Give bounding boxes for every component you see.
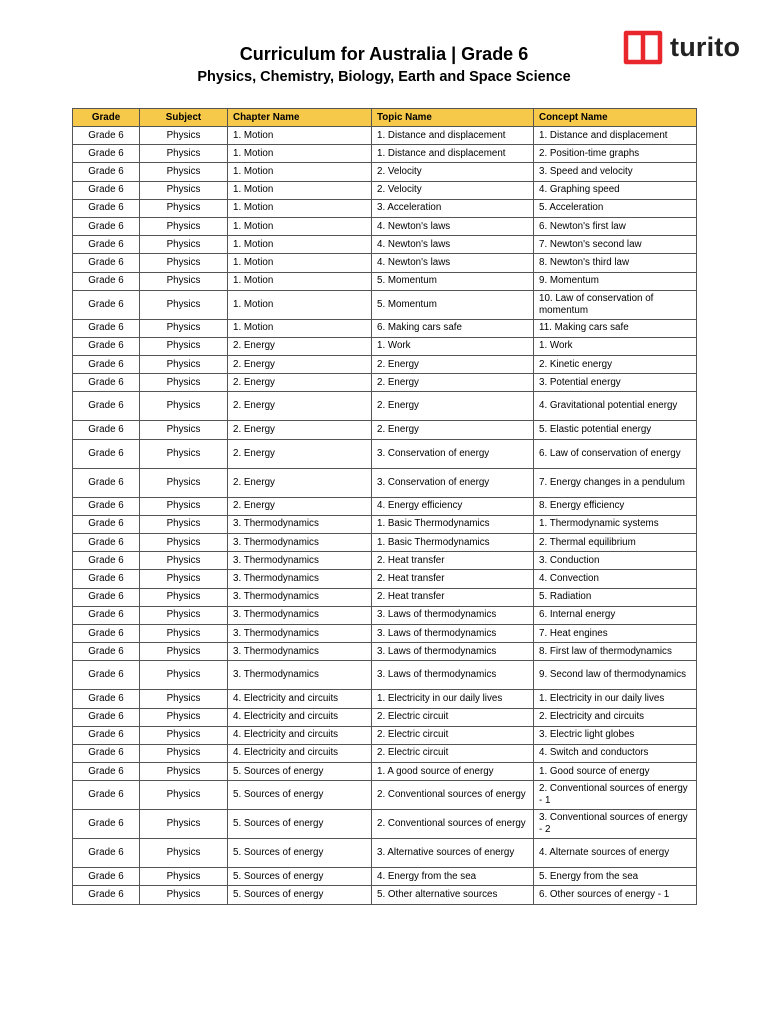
grade-cell: Grade 6 bbox=[73, 127, 140, 145]
chapter-cell: 1. Motion bbox=[228, 290, 372, 319]
topic-cell: 2. Energy bbox=[372, 392, 534, 421]
concept-cell: 7. Newton's second law bbox=[534, 236, 697, 254]
subject-cell: Physics bbox=[140, 374, 228, 392]
subject-cell: Physics bbox=[140, 570, 228, 588]
table-row bbox=[73, 127, 697, 145]
chapter-cell: 3. Thermodynamics bbox=[228, 534, 372, 552]
subject-cell: Physics bbox=[140, 217, 228, 235]
column-header-concept: Concept Name bbox=[534, 109, 697, 127]
concept-cell: 8. Newton's third law bbox=[534, 254, 697, 272]
column-header-topic: Topic Name bbox=[372, 109, 534, 127]
topic-cell: 2. Electric circuit bbox=[372, 708, 534, 726]
grade-cell: Grade 6 bbox=[73, 606, 140, 624]
chapter-cell: 5. Sources of energy bbox=[228, 839, 372, 868]
chapter-cell: 1. Motion bbox=[228, 272, 372, 290]
table-row bbox=[73, 534, 697, 552]
topic-cell: 4. Newton's laws bbox=[372, 254, 534, 272]
grade-cell: Grade 6 bbox=[73, 319, 140, 337]
concept-cell: 7. Heat engines bbox=[534, 624, 697, 642]
chapter-cell: 1. Motion bbox=[228, 145, 372, 163]
grade-cell: Grade 6 bbox=[73, 570, 140, 588]
grade-cell: Grade 6 bbox=[73, 744, 140, 762]
chapter-cell: 2. Energy bbox=[228, 356, 372, 374]
table-row bbox=[73, 606, 697, 624]
grade-cell: Grade 6 bbox=[73, 708, 140, 726]
topic-cell: 1. Work bbox=[372, 337, 534, 355]
grade-cell: Grade 6 bbox=[73, 163, 140, 181]
subject-cell: Physics bbox=[140, 661, 228, 690]
grade-cell: Grade 6 bbox=[73, 552, 140, 570]
grade-cell: Grade 6 bbox=[73, 181, 140, 199]
table-row bbox=[73, 515, 697, 533]
table-row bbox=[73, 690, 697, 708]
chapter-cell: 3. Thermodynamics bbox=[228, 515, 372, 533]
grade-cell: Grade 6 bbox=[73, 199, 140, 217]
grade-cell: Grade 6 bbox=[73, 781, 140, 810]
grade-cell: Grade 6 bbox=[73, 374, 140, 392]
subject-cell: Physics bbox=[140, 497, 228, 515]
chapter-cell: 4. Electricity and circuits bbox=[228, 690, 372, 708]
subject-cell: Physics bbox=[140, 763, 228, 781]
chapter-cell: 3. Thermodynamics bbox=[228, 643, 372, 661]
grade-cell: Grade 6 bbox=[73, 886, 140, 904]
table-row bbox=[73, 468, 697, 497]
concept-cell: 8. Energy efficiency bbox=[534, 497, 697, 515]
subject-cell: Physics bbox=[140, 421, 228, 439]
concept-cell: 1. Thermodynamic systems bbox=[534, 515, 697, 533]
subject-cell: Physics bbox=[140, 606, 228, 624]
concept-cell: 6. Other sources of energy - 1 bbox=[534, 886, 697, 904]
concept-cell: 5. Elastic potential energy bbox=[534, 421, 697, 439]
grade-cell: Grade 6 bbox=[73, 392, 140, 421]
subject-cell: Physics bbox=[140, 356, 228, 374]
subject-cell: Physics bbox=[140, 272, 228, 290]
chapter-cell: 5. Sources of energy bbox=[228, 810, 372, 839]
grade-cell: Grade 6 bbox=[73, 421, 140, 439]
table-row bbox=[73, 661, 697, 690]
subject-cell: Physics bbox=[140, 236, 228, 254]
table-row bbox=[73, 290, 697, 319]
topic-cell: 5. Momentum bbox=[372, 290, 534, 319]
topic-cell: 3. Laws of thermodynamics bbox=[372, 606, 534, 624]
concept-cell: 10. Law of conservation of momentum bbox=[534, 290, 697, 319]
subject-cell: Physics bbox=[140, 643, 228, 661]
table-row bbox=[73, 552, 697, 570]
curriculum-table bbox=[72, 108, 697, 905]
subject-cell: Physics bbox=[140, 163, 228, 181]
concept-cell: 1. Electricity in our daily lives bbox=[534, 690, 697, 708]
table-row bbox=[73, 272, 697, 290]
grade-cell: Grade 6 bbox=[73, 217, 140, 235]
subject-cell: Physics bbox=[140, 708, 228, 726]
concept-cell: 3. Electric light globes bbox=[534, 726, 697, 744]
chapter-cell: 2. Energy bbox=[228, 468, 372, 497]
chapter-cell: 1. Motion bbox=[228, 254, 372, 272]
topic-cell: 5. Other alternative sources bbox=[372, 886, 534, 904]
chapter-cell: 1. Motion bbox=[228, 127, 372, 145]
chapter-cell: 3. Thermodynamics bbox=[228, 552, 372, 570]
table-row bbox=[73, 497, 697, 515]
subject-cell: Physics bbox=[140, 552, 228, 570]
table-row bbox=[73, 810, 697, 839]
chapter-cell: 1. Motion bbox=[228, 181, 372, 199]
column-header-subject: Subject bbox=[140, 109, 228, 127]
table-row bbox=[73, 145, 697, 163]
topic-cell: 6. Making cars safe bbox=[372, 319, 534, 337]
grade-cell: Grade 6 bbox=[73, 468, 140, 497]
table-row bbox=[73, 624, 697, 642]
chapter-cell: 1. Motion bbox=[228, 199, 372, 217]
concept-cell: 4. Convection bbox=[534, 570, 697, 588]
chapter-cell: 5. Sources of energy bbox=[228, 886, 372, 904]
subject-cell: Physics bbox=[140, 199, 228, 217]
concept-cell: 8. First law of thermodynamics bbox=[534, 643, 697, 661]
grade-cell: Grade 6 bbox=[73, 726, 140, 744]
table-row bbox=[73, 236, 697, 254]
concept-cell: 2. Conventional sources of energy - 1 bbox=[534, 781, 697, 810]
chapter-cell: 3. Thermodynamics bbox=[228, 661, 372, 690]
subject-cell: Physics bbox=[140, 515, 228, 533]
topic-cell: 3. Acceleration bbox=[372, 199, 534, 217]
topic-cell: 2. Conventional sources of energy bbox=[372, 810, 534, 839]
chapter-cell: 4. Electricity and circuits bbox=[228, 744, 372, 762]
table-row bbox=[73, 217, 697, 235]
topic-cell: 2. Electric circuit bbox=[372, 726, 534, 744]
chapter-cell: 2. Energy bbox=[228, 439, 372, 468]
concept-cell: 1. Distance and displacement bbox=[534, 127, 697, 145]
logo-text: turito bbox=[670, 31, 741, 62]
table-row bbox=[73, 337, 697, 355]
topic-cell: 2. Velocity bbox=[372, 163, 534, 181]
concept-cell: 4. Switch and conductors bbox=[534, 744, 697, 762]
topic-cell: 1. Distance and displacement bbox=[372, 127, 534, 145]
table-row bbox=[73, 781, 697, 810]
subject-cell: Physics bbox=[140, 839, 228, 868]
concept-cell: 9. Momentum bbox=[534, 272, 697, 290]
grade-cell: Grade 6 bbox=[73, 661, 140, 690]
table-row bbox=[73, 439, 697, 468]
topic-cell: 2. Energy bbox=[372, 421, 534, 439]
chapter-cell: 3. Thermodynamics bbox=[228, 624, 372, 642]
chapter-cell: 3. Thermodynamics bbox=[228, 570, 372, 588]
column-header-grade: Grade bbox=[73, 109, 140, 127]
table-row bbox=[73, 374, 697, 392]
grade-cell: Grade 6 bbox=[73, 145, 140, 163]
table-row bbox=[73, 726, 697, 744]
brand-logo bbox=[623, 28, 740, 66]
concept-cell: 4. Alternate sources of energy bbox=[534, 839, 697, 868]
concept-cell: 5. Energy from the sea bbox=[534, 868, 697, 886]
subject-cell: Physics bbox=[140, 744, 228, 762]
grade-cell: Grade 6 bbox=[73, 439, 140, 468]
chapter-cell: 1. Motion bbox=[228, 163, 372, 181]
chapter-cell: 5. Sources of energy bbox=[228, 763, 372, 781]
chapter-cell: 4. Electricity and circuits bbox=[228, 708, 372, 726]
chapter-cell: 5. Sources of energy bbox=[228, 868, 372, 886]
chapter-cell: 4. Electricity and circuits bbox=[228, 726, 372, 744]
grade-cell: Grade 6 bbox=[73, 839, 140, 868]
grade-cell: Grade 6 bbox=[73, 690, 140, 708]
concept-cell: 2. Position-time graphs bbox=[534, 145, 697, 163]
chapter-cell: 3. Thermodynamics bbox=[228, 588, 372, 606]
chapter-cell: 1. Motion bbox=[228, 217, 372, 235]
table-row bbox=[73, 763, 697, 781]
subject-cell: Physics bbox=[140, 781, 228, 810]
topic-cell: 3. Alternative sources of energy bbox=[372, 839, 534, 868]
grade-cell: Grade 6 bbox=[73, 356, 140, 374]
grade-cell: Grade 6 bbox=[73, 254, 140, 272]
concept-cell: 7. Energy changes in a pendulum bbox=[534, 468, 697, 497]
topic-cell: 1. Basic Thermodynamics bbox=[372, 534, 534, 552]
topic-cell: 2. Velocity bbox=[372, 181, 534, 199]
subject-cell: Physics bbox=[140, 290, 228, 319]
topic-cell: 4. Newton's laws bbox=[372, 236, 534, 254]
grade-cell: Grade 6 bbox=[73, 272, 140, 290]
concept-cell: 9. Second law of thermodynamics bbox=[534, 661, 697, 690]
topic-cell: 4. Energy efficiency bbox=[372, 497, 534, 515]
subject-cell: Physics bbox=[140, 145, 228, 163]
subject-cell: Physics bbox=[140, 181, 228, 199]
subject-cell: Physics bbox=[140, 319, 228, 337]
table-row bbox=[73, 868, 697, 886]
topic-cell: 2. Heat transfer bbox=[372, 588, 534, 606]
topic-cell: 4. Newton's laws bbox=[372, 217, 534, 235]
topic-cell: 2. Energy bbox=[372, 356, 534, 374]
subject-cell: Physics bbox=[140, 254, 228, 272]
topic-cell: 4. Energy from the sea bbox=[372, 868, 534, 886]
page-subtitle: Physics, Chemistry, Biology, Earth and Space Science bbox=[197, 69, 571, 85]
subject-cell: Physics bbox=[140, 127, 228, 145]
chapter-cell: 2. Energy bbox=[228, 497, 372, 515]
table-row bbox=[73, 163, 697, 181]
concept-cell: 1. Work bbox=[534, 337, 697, 355]
concept-cell: 3. Speed and velocity bbox=[534, 163, 697, 181]
grade-cell: Grade 6 bbox=[73, 534, 140, 552]
grade-cell: Grade 6 bbox=[73, 497, 140, 515]
column-header-chapter: Chapter Name bbox=[228, 109, 372, 127]
concept-cell: 5. Acceleration bbox=[534, 199, 697, 217]
concept-cell: 4. Gravitational potential energy bbox=[534, 392, 697, 421]
subject-cell: Physics bbox=[140, 886, 228, 904]
table-row bbox=[73, 319, 697, 337]
topic-cell: 2. Electric circuit bbox=[372, 744, 534, 762]
concept-cell: 3. Potential energy bbox=[534, 374, 697, 392]
table-row bbox=[73, 886, 697, 904]
chapter-cell: 5. Sources of energy bbox=[228, 781, 372, 810]
table-row bbox=[73, 588, 697, 606]
topic-cell: 1. Electricity in our daily lives bbox=[372, 690, 534, 708]
grade-cell: Grade 6 bbox=[73, 624, 140, 642]
concept-cell: 3. Conventional sources of energy - 2 bbox=[534, 810, 697, 839]
table-row bbox=[73, 570, 697, 588]
subject-cell: Physics bbox=[140, 392, 228, 421]
grade-cell: Grade 6 bbox=[73, 868, 140, 886]
topic-cell: 3. Laws of thermodynamics bbox=[372, 661, 534, 690]
grade-cell: Grade 6 bbox=[73, 588, 140, 606]
subject-cell: Physics bbox=[140, 726, 228, 744]
concept-cell: 3. Conduction bbox=[534, 552, 697, 570]
concept-cell: 2. Thermal equilibrium bbox=[534, 534, 697, 552]
grade-cell: Grade 6 bbox=[73, 236, 140, 254]
table-body bbox=[73, 127, 697, 905]
concept-cell: 11. Making cars safe bbox=[534, 319, 697, 337]
page-title: Curriculum for Australia | Grade 6 bbox=[239, 44, 529, 64]
chapter-cell: 2. Energy bbox=[228, 392, 372, 421]
grade-cell: Grade 6 bbox=[73, 810, 140, 839]
topic-cell: 2. Heat transfer bbox=[372, 552, 534, 570]
grade-cell: Grade 6 bbox=[73, 763, 140, 781]
concept-cell: 1. Good source of energy bbox=[534, 763, 697, 781]
topic-cell: 3. Conservation of energy bbox=[372, 439, 534, 468]
concept-cell: 5. Radiation bbox=[534, 588, 697, 606]
topic-cell: 2. Conventional sources of energy bbox=[372, 781, 534, 810]
subject-cell: Physics bbox=[140, 439, 228, 468]
subject-cell: Physics bbox=[140, 534, 228, 552]
chapter-cell: 1. Motion bbox=[228, 236, 372, 254]
subject-cell: Physics bbox=[140, 337, 228, 355]
concept-cell: 2. Electricity and circuits bbox=[534, 708, 697, 726]
topic-cell: 1. Distance and displacement bbox=[372, 145, 534, 163]
chapter-cell: 3. Thermodynamics bbox=[228, 606, 372, 624]
concept-cell: 6. Internal energy bbox=[534, 606, 697, 624]
topic-cell: 1. A good source of energy bbox=[372, 763, 534, 781]
chapter-cell: 2. Energy bbox=[228, 337, 372, 355]
topic-cell: 2. Energy bbox=[372, 374, 534, 392]
topic-cell: 1. Basic Thermodynamics bbox=[372, 515, 534, 533]
table-row bbox=[73, 708, 697, 726]
table-row bbox=[73, 744, 697, 762]
grade-cell: Grade 6 bbox=[73, 515, 140, 533]
table-row bbox=[73, 199, 697, 217]
table-row bbox=[73, 643, 697, 661]
table-row bbox=[73, 356, 697, 374]
subject-cell: Physics bbox=[140, 624, 228, 642]
concept-cell: 6. Newton's first law bbox=[534, 217, 697, 235]
table-row bbox=[73, 421, 697, 439]
concept-cell: 6. Law of conservation of energy bbox=[534, 439, 697, 468]
subject-cell: Physics bbox=[140, 588, 228, 606]
concept-cell: 2. Kinetic energy bbox=[534, 356, 697, 374]
subject-cell: Physics bbox=[140, 810, 228, 839]
topic-cell: 3. Conservation of energy bbox=[372, 468, 534, 497]
table-row bbox=[73, 839, 697, 868]
table-row bbox=[73, 181, 697, 199]
topic-cell: 3. Laws of thermodynamics bbox=[372, 624, 534, 642]
subject-cell: Physics bbox=[140, 468, 228, 497]
book-icon bbox=[623, 28, 667, 66]
chapter-cell: 2. Energy bbox=[228, 421, 372, 439]
subject-cell: Physics bbox=[140, 868, 228, 886]
grade-cell: Grade 6 bbox=[73, 290, 140, 319]
grade-cell: Grade 6 bbox=[73, 337, 140, 355]
grade-cell: Grade 6 bbox=[73, 643, 140, 661]
table-row bbox=[73, 392, 697, 421]
topic-cell: 5. Momentum bbox=[372, 272, 534, 290]
chapter-cell: 2. Energy bbox=[228, 374, 372, 392]
subject-cell: Physics bbox=[140, 690, 228, 708]
topic-cell: 3. Laws of thermodynamics bbox=[372, 643, 534, 661]
concept-cell: 4. Graphing speed bbox=[534, 181, 697, 199]
table-row bbox=[73, 254, 697, 272]
topic-cell: 2. Heat transfer bbox=[372, 570, 534, 588]
table-header-row bbox=[73, 109, 697, 127]
chapter-cell: 1. Motion bbox=[228, 319, 372, 337]
